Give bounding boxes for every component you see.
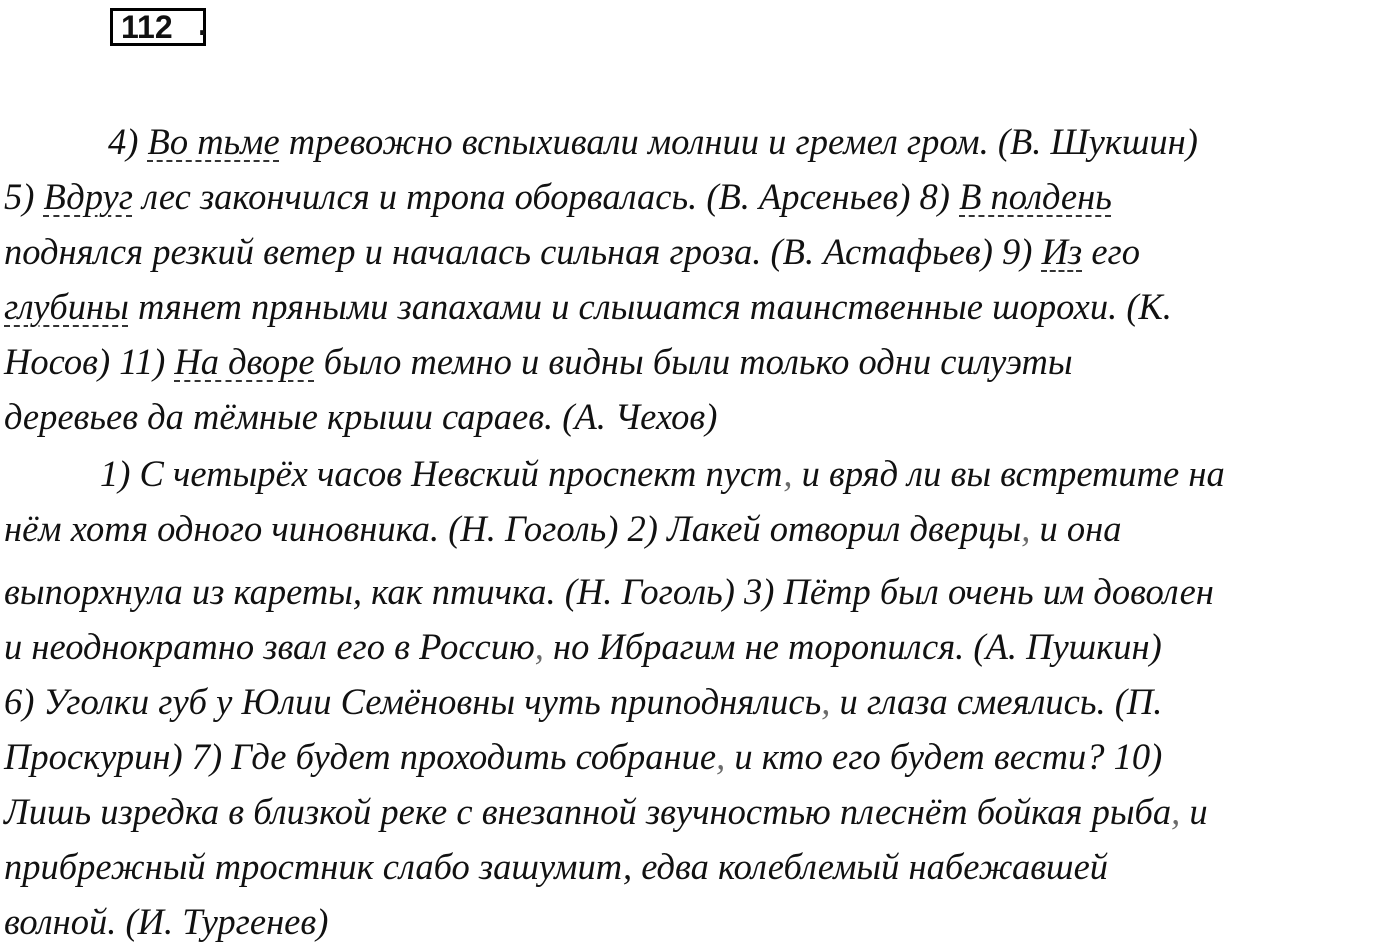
text-fragment: прибрежный тростник слабо зашумит, едва колеблемый набежавшей (4, 846, 1109, 887)
paragraph-2-line-4 (4, 619, 1396, 674)
paragraph-2 (4, 446, 1396, 949)
paragraph-1-line-6 (4, 389, 1396, 444)
paragraph-2-line-2 (4, 501, 1396, 556)
text-fragment: выпорхнула из кареты, как птичка. (Н. Гоголь) 3) Пётр был очень им доволен (4, 571, 1214, 612)
text-fragment: деревьев да тёмные крыши сараев. (А. Чехов) (4, 396, 718, 437)
inserted-comma: , (716, 736, 726, 777)
inserted-comma: , (1021, 508, 1031, 549)
text-fragment: 5) (4, 176, 44, 217)
underlined-adverbial: Вдруг (43, 176, 133, 217)
underlined-adverbial: На дворе (174, 341, 315, 382)
text-fragment: волной. (И. Тургенев) (4, 901, 329, 942)
paragraph-2-line-5 (4, 674, 1396, 729)
text-fragment: 1) С четырёх часов Невский проспект пуст (100, 453, 784, 494)
paragraph-1-line-4 (4, 279, 1396, 334)
paragraph-2-line-9 (4, 894, 1396, 949)
text-fragment: и (1180, 791, 1208, 832)
exercise-number-dot: . (198, 6, 207, 42)
text-fragment: и вряд ли вы встретите на (792, 453, 1225, 494)
text-fragment: Проскурин) 7) Где будет проходить собрание (4, 736, 717, 777)
text-fragment: 4) (108, 121, 148, 162)
inserted-comma: , (783, 453, 793, 494)
underlined-adverbial: глубины (4, 286, 129, 327)
text-fragment: тянет пряными запахами и слышатся таинственные шорохи. (К. (128, 286, 1172, 327)
paragraph-2-line-8 (4, 839, 1396, 894)
text-fragment: нём хотя одного чиновника. (Н. Гоголь) 2) Лакей отворил дверцы (4, 508, 1022, 549)
text-fragment: тревожно вспыхивали молнии и гремел гром. (В. Шукшин) (279, 121, 1198, 162)
paragraph-2-line-6 (4, 729, 1396, 784)
underlined-adverbial: Из (1041, 231, 1083, 272)
text-fragment: и она (1030, 508, 1122, 549)
paragraph-2-line-3 (4, 564, 1396, 619)
paragraph-1-line-5 (4, 334, 1396, 389)
text-fragment: но Ибрагим не торопился. (А. Пушкин) (543, 626, 1162, 667)
paragraph-2-line-7 (4, 784, 1396, 839)
text-fragment: было темно и видны были только одни силуэты (314, 341, 1073, 382)
underlined-adverbial: В полдень (959, 176, 1112, 217)
inserted-comma: , (534, 626, 544, 667)
paragraph-1-line-3 (4, 224, 1396, 279)
paragraph-1-line-1 (4, 114, 1396, 169)
exercise-number: 112 (121, 9, 173, 45)
inserted-comma: , (821, 681, 831, 722)
text-fragment: его (1082, 231, 1141, 272)
exercise-number-badge (110, 8, 206, 46)
text-fragment: поднялся резкий ветер и началась сильная гроза. (В. Астафьев) 9) (4, 231, 1042, 272)
text-fragment: и кто его будет вести? 10) (725, 736, 1163, 777)
paragraph-1 (4, 114, 1396, 444)
text-fragment: 6) Уголки губ у Юлии Семёновны чуть приподнялись (4, 681, 822, 722)
underlined-adverbial: Во тьме (147, 121, 280, 162)
inserted-comma: , (1171, 791, 1181, 832)
text-fragment: и глаза смеялись. (П. (830, 681, 1163, 722)
paragraph-1-line-2 (4, 169, 1396, 224)
text-fragment: Носов) 11) (4, 341, 175, 382)
text-fragment: Лишь изредка в близкой реке с внезапной звучностью плеснёт бойкая рыба (4, 791, 1172, 832)
paragraph-2-line-1 (4, 446, 1396, 501)
text-fragment: лес закончился и тропа оборвалась. (В. Арсеньев) 8) (132, 176, 960, 217)
text-fragment: и неоднократно звал его в Россию (4, 626, 535, 667)
